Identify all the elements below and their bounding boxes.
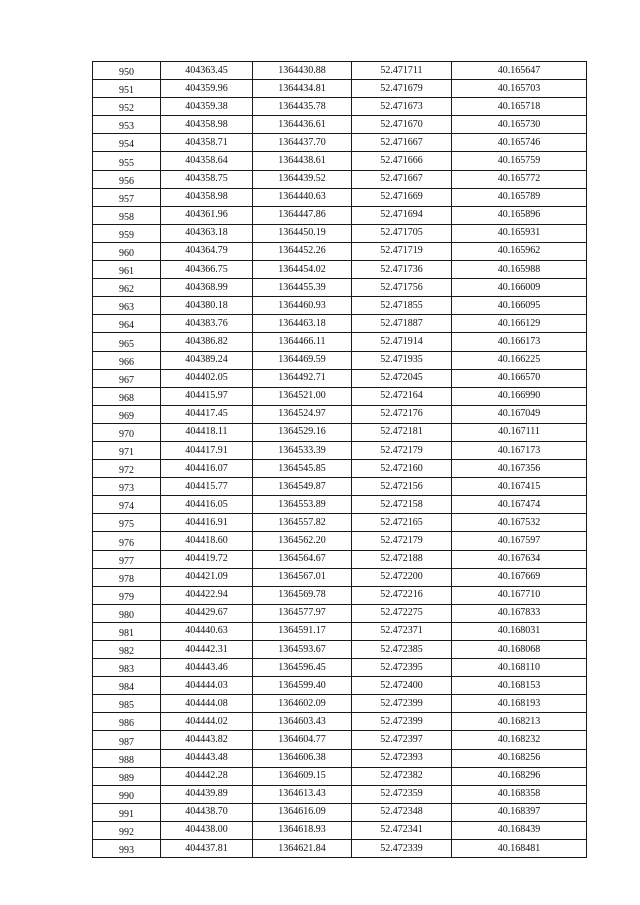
- longitude-cell: 40.165896: [452, 206, 587, 224]
- y-coordinate-cell: 1364463.18: [253, 315, 352, 333]
- longitude-cell: 40.167049: [452, 405, 587, 423]
- latitude-cell: 52.471705: [352, 224, 452, 242]
- y-coordinate-cell: 1364450.19: [253, 224, 352, 242]
- longitude-cell: 40.165759: [452, 152, 587, 170]
- x-coordinate-cell: 404415.77: [161, 478, 253, 496]
- latitude-cell: 52.471673: [352, 98, 452, 116]
- x-coordinate-cell: 404359.96: [161, 80, 253, 98]
- latitude-cell: 52.472045: [352, 369, 452, 387]
- table-row: [93, 351, 587, 369]
- longitude-cell: 40.165730: [452, 116, 587, 134]
- y-coordinate-cell: 1364447.86: [253, 206, 352, 224]
- x-coordinate-cell: 404358.71: [161, 134, 253, 152]
- longitude-cell: 40.168232: [452, 731, 587, 749]
- y-coordinate-cell: 1364591.17: [253, 622, 352, 640]
- point-number-cell: 979: [93, 586, 161, 604]
- x-coordinate-cell: 404364.79: [161, 242, 253, 260]
- point-number-cell: 967: [93, 369, 161, 387]
- point-number-cell: 991: [93, 803, 161, 821]
- x-coordinate-cell: 404359.38: [161, 98, 253, 116]
- point-number-cell: 959: [93, 224, 161, 242]
- x-coordinate-cell: 404416.07: [161, 460, 253, 478]
- y-coordinate-cell: 1364596.45: [253, 659, 352, 677]
- longitude-cell: 40.168296: [452, 767, 587, 785]
- y-coordinate-cell: 1364616.09: [253, 803, 352, 821]
- y-coordinate-cell: 1364460.93: [253, 297, 352, 315]
- longitude-cell: 40.168153: [452, 677, 587, 695]
- latitude-cell: 52.471694: [352, 206, 452, 224]
- point-number-cell: 952: [93, 98, 161, 116]
- longitude-cell: 40.165746: [452, 134, 587, 152]
- point-number-cell: 960: [93, 242, 161, 260]
- longitude-cell: 40.167710: [452, 586, 587, 604]
- table-row: [93, 514, 587, 532]
- latitude-cell: 52.471935: [352, 351, 452, 369]
- table-row: [93, 261, 587, 279]
- x-coordinate-cell: 404380.18: [161, 297, 253, 315]
- x-coordinate-cell: 404418.11: [161, 423, 253, 441]
- latitude-cell: 52.472275: [352, 604, 452, 622]
- table-row: [93, 80, 587, 98]
- point-number-cell: 976: [93, 532, 161, 550]
- y-coordinate-cell: 1364435.78: [253, 98, 352, 116]
- latitude-cell: 52.472399: [352, 695, 452, 713]
- x-coordinate-cell: 404416.91: [161, 514, 253, 532]
- table-row: [93, 369, 587, 387]
- y-coordinate-cell: 1364455.39: [253, 279, 352, 297]
- longitude-cell: 40.165988: [452, 261, 587, 279]
- longitude-cell: 40.167634: [452, 550, 587, 568]
- latitude-cell: 52.472341: [352, 821, 452, 839]
- point-number-cell: 964: [93, 315, 161, 333]
- x-coordinate-cell: 404358.98: [161, 188, 253, 206]
- point-number-cell: 961: [93, 261, 161, 279]
- table-row: [93, 242, 587, 260]
- longitude-cell: 40.168256: [452, 749, 587, 767]
- point-number-cell: 972: [93, 460, 161, 478]
- table-row: [93, 333, 587, 351]
- table-row: [93, 496, 587, 514]
- point-number-cell: 962: [93, 279, 161, 297]
- latitude-cell: 52.471756: [352, 279, 452, 297]
- latitude-cell: 52.472179: [352, 532, 452, 550]
- table-row: [93, 224, 587, 242]
- table-row: [93, 785, 587, 803]
- table-row: [93, 731, 587, 749]
- table-row: [93, 622, 587, 640]
- x-coordinate-cell: 404386.82: [161, 333, 253, 351]
- y-coordinate-cell: 1364549.87: [253, 478, 352, 496]
- point-number-cell: 963: [93, 297, 161, 315]
- y-coordinate-cell: 1364557.82: [253, 514, 352, 532]
- x-coordinate-cell: 404417.45: [161, 405, 253, 423]
- latitude-cell: 52.472188: [352, 550, 452, 568]
- longitude-cell: 40.167415: [452, 478, 587, 496]
- point-number-cell: 971: [93, 441, 161, 459]
- table-row: [93, 659, 587, 677]
- table-row: [93, 441, 587, 459]
- table-row: [93, 188, 587, 206]
- longitude-cell: 40.166570: [452, 369, 587, 387]
- latitude-cell: 52.472176: [352, 405, 452, 423]
- table-row: [93, 478, 587, 496]
- latitude-cell: 52.472382: [352, 767, 452, 785]
- point-number-cell: 986: [93, 713, 161, 731]
- table-row: [93, 62, 587, 80]
- coordinates-table-body: [93, 62, 587, 858]
- table-row: [93, 98, 587, 116]
- latitude-cell: 52.471855: [352, 297, 452, 315]
- longitude-cell: 40.168397: [452, 803, 587, 821]
- latitude-cell: 52.471666: [352, 152, 452, 170]
- latitude-cell: 52.471719: [352, 242, 452, 260]
- latitude-cell: 52.472164: [352, 387, 452, 405]
- point-number-cell: 988: [93, 749, 161, 767]
- point-number-cell: 965: [93, 333, 161, 351]
- y-coordinate-cell: 1364599.40: [253, 677, 352, 695]
- longitude-cell: 40.167173: [452, 441, 587, 459]
- y-coordinate-cell: 1364524.97: [253, 405, 352, 423]
- longitude-cell: 40.165789: [452, 188, 587, 206]
- point-number-cell: 970: [93, 423, 161, 441]
- point-number-cell: 956: [93, 170, 161, 188]
- x-coordinate-cell: 404368.99: [161, 279, 253, 297]
- longitude-cell: 40.166225: [452, 351, 587, 369]
- longitude-cell: 40.167532: [452, 514, 587, 532]
- longitude-cell: 40.167474: [452, 496, 587, 514]
- latitude-cell: 52.471667: [352, 170, 452, 188]
- longitude-cell: 40.166009: [452, 279, 587, 297]
- x-coordinate-cell: 404438.00: [161, 821, 253, 839]
- latitude-cell: 52.472181: [352, 423, 452, 441]
- longitude-cell: 40.166095: [452, 297, 587, 315]
- longitude-cell: 40.165962: [452, 242, 587, 260]
- latitude-cell: 52.472371: [352, 622, 452, 640]
- y-coordinate-cell: 1364621.84: [253, 840, 352, 858]
- y-coordinate-cell: 1364553.89: [253, 496, 352, 514]
- point-number-cell: 969: [93, 405, 161, 423]
- longitude-cell: 40.168068: [452, 641, 587, 659]
- y-coordinate-cell: 1364439.52: [253, 170, 352, 188]
- table-row: [93, 170, 587, 188]
- point-number-cell: 968: [93, 387, 161, 405]
- y-coordinate-cell: 1364440.63: [253, 188, 352, 206]
- table-row: [93, 586, 587, 604]
- longitude-cell: 40.167669: [452, 568, 587, 586]
- latitude-cell: 52.472165: [352, 514, 452, 532]
- y-coordinate-cell: 1364577.97: [253, 604, 352, 622]
- latitude-cell: 52.472385: [352, 641, 452, 659]
- latitude-cell: 52.471914: [352, 333, 452, 351]
- latitude-cell: 52.472200: [352, 568, 452, 586]
- longitude-cell: 40.165647: [452, 62, 587, 80]
- longitude-cell: 40.165718: [452, 98, 587, 116]
- y-coordinate-cell: 1364562.20: [253, 532, 352, 550]
- y-coordinate-cell: 1364452.26: [253, 242, 352, 260]
- y-coordinate-cell: 1364533.39: [253, 441, 352, 459]
- point-number-cell: 966: [93, 351, 161, 369]
- point-number-cell: 978: [93, 568, 161, 586]
- longitude-cell: 40.168193: [452, 695, 587, 713]
- x-coordinate-cell: 404418.60: [161, 532, 253, 550]
- point-number-cell: 993: [93, 840, 161, 858]
- point-number-cell: 950: [93, 62, 161, 80]
- x-coordinate-cell: 404363.45: [161, 62, 253, 80]
- table-row: [93, 279, 587, 297]
- x-coordinate-cell: 404358.98: [161, 116, 253, 134]
- x-coordinate-cell: 404361.96: [161, 206, 253, 224]
- latitude-cell: 52.471679: [352, 80, 452, 98]
- point-number-cell: 984: [93, 677, 161, 695]
- table-row: [93, 550, 587, 568]
- y-coordinate-cell: 1364569.78: [253, 586, 352, 604]
- point-number-cell: 981: [93, 622, 161, 640]
- x-coordinate-cell: 404443.48: [161, 749, 253, 767]
- y-coordinate-cell: 1364430.88: [253, 62, 352, 80]
- x-coordinate-cell: 404417.91: [161, 441, 253, 459]
- x-coordinate-cell: 404416.05: [161, 496, 253, 514]
- table-row: [93, 315, 587, 333]
- table-row: [93, 405, 587, 423]
- x-coordinate-cell: 404383.76: [161, 315, 253, 333]
- latitude-cell: 52.472216: [352, 586, 452, 604]
- x-coordinate-cell: 404442.28: [161, 767, 253, 785]
- y-coordinate-cell: 1364521.00: [253, 387, 352, 405]
- longitude-cell: 40.165703: [452, 80, 587, 98]
- point-number-cell: 951: [93, 80, 161, 98]
- point-number-cell: 973: [93, 478, 161, 496]
- table-row: [93, 460, 587, 478]
- point-number-cell: 989: [93, 767, 161, 785]
- longitude-cell: 40.168439: [452, 821, 587, 839]
- y-coordinate-cell: 1364466.11: [253, 333, 352, 351]
- longitude-cell: 40.167111: [452, 423, 587, 441]
- table-row: [93, 568, 587, 586]
- table-row: [93, 116, 587, 134]
- latitude-cell: 52.472359: [352, 785, 452, 803]
- table-row: [93, 767, 587, 785]
- x-coordinate-cell: 404422.94: [161, 586, 253, 604]
- x-coordinate-cell: 404443.46: [161, 659, 253, 677]
- x-coordinate-cell: 404440.63: [161, 622, 253, 640]
- table-row: [93, 695, 587, 713]
- point-number-cell: 957: [93, 188, 161, 206]
- x-coordinate-cell: 404358.75: [161, 170, 253, 188]
- y-coordinate-cell: 1364593.67: [253, 641, 352, 659]
- latitude-cell: 52.471711: [352, 62, 452, 80]
- table-row: [93, 713, 587, 731]
- x-coordinate-cell: 404444.02: [161, 713, 253, 731]
- point-number-cell: 958: [93, 206, 161, 224]
- longitude-cell: 40.168110: [452, 659, 587, 677]
- point-number-cell: 955: [93, 152, 161, 170]
- longitude-cell: 40.165772: [452, 170, 587, 188]
- y-coordinate-cell: 1364604.77: [253, 731, 352, 749]
- latitude-cell: 52.472348: [352, 803, 452, 821]
- y-coordinate-cell: 1364434.81: [253, 80, 352, 98]
- latitude-cell: 52.472160: [352, 460, 452, 478]
- latitude-cell: 52.471887: [352, 315, 452, 333]
- latitude-cell: 52.471669: [352, 188, 452, 206]
- table-row: [93, 803, 587, 821]
- longitude-cell: 40.168358: [452, 785, 587, 803]
- table-row: [93, 677, 587, 695]
- longitude-cell: 40.166173: [452, 333, 587, 351]
- y-coordinate-cell: 1364564.67: [253, 550, 352, 568]
- y-coordinate-cell: 1364529.16: [253, 423, 352, 441]
- y-coordinate-cell: 1364609.15: [253, 767, 352, 785]
- coordinates-table: [92, 61, 587, 858]
- longitude-cell: 40.167597: [452, 532, 587, 550]
- x-coordinate-cell: 404437.81: [161, 840, 253, 858]
- x-coordinate-cell: 404429.67: [161, 604, 253, 622]
- latitude-cell: 52.472156: [352, 478, 452, 496]
- y-coordinate-cell: 1364567.01: [253, 568, 352, 586]
- x-coordinate-cell: 404444.08: [161, 695, 253, 713]
- table-row: [93, 532, 587, 550]
- table-row: [93, 387, 587, 405]
- latitude-cell: 52.472158: [352, 496, 452, 514]
- x-coordinate-cell: 404363.18: [161, 224, 253, 242]
- table-row: [93, 134, 587, 152]
- y-coordinate-cell: 1364613.43: [253, 785, 352, 803]
- point-number-cell: 953: [93, 116, 161, 134]
- point-number-cell: 985: [93, 695, 161, 713]
- longitude-cell: 40.166990: [452, 387, 587, 405]
- x-coordinate-cell: 404415.97: [161, 387, 253, 405]
- x-coordinate-cell: 404439.89: [161, 785, 253, 803]
- longitude-cell: 40.167833: [452, 604, 587, 622]
- y-coordinate-cell: 1364545.85: [253, 460, 352, 478]
- x-coordinate-cell: 404419.72: [161, 550, 253, 568]
- latitude-cell: 52.472395: [352, 659, 452, 677]
- x-coordinate-cell: 404421.09: [161, 568, 253, 586]
- point-number-cell: 987: [93, 731, 161, 749]
- longitude-cell: 40.166129: [452, 315, 587, 333]
- latitude-cell: 52.472397: [352, 731, 452, 749]
- y-coordinate-cell: 1364454.02: [253, 261, 352, 279]
- x-coordinate-cell: 404389.24: [161, 351, 253, 369]
- x-coordinate-cell: 404358.64: [161, 152, 253, 170]
- point-number-cell: 954: [93, 134, 161, 152]
- longitude-cell: 40.165931: [452, 224, 587, 242]
- latitude-cell: 52.472179: [352, 441, 452, 459]
- point-number-cell: 992: [93, 821, 161, 839]
- longitude-cell: 40.168213: [452, 713, 587, 731]
- table-row: [93, 604, 587, 622]
- x-coordinate-cell: 404442.31: [161, 641, 253, 659]
- latitude-cell: 52.471670: [352, 116, 452, 134]
- table-row: [93, 840, 587, 858]
- point-number-cell: 974: [93, 496, 161, 514]
- table-row: [93, 206, 587, 224]
- y-coordinate-cell: 1364603.43: [253, 713, 352, 731]
- latitude-cell: 52.472339: [352, 840, 452, 858]
- y-coordinate-cell: 1364436.61: [253, 116, 352, 134]
- point-number-cell: 980: [93, 604, 161, 622]
- point-number-cell: 975: [93, 514, 161, 532]
- latitude-cell: 52.472399: [352, 713, 452, 731]
- point-number-cell: 990: [93, 785, 161, 803]
- longitude-cell: 40.168031: [452, 622, 587, 640]
- x-coordinate-cell: 404444.03: [161, 677, 253, 695]
- table-row: [93, 423, 587, 441]
- table-row: [93, 821, 587, 839]
- y-coordinate-cell: 1364602.09: [253, 695, 352, 713]
- table-row: [93, 641, 587, 659]
- x-coordinate-cell: 404443.82: [161, 731, 253, 749]
- latitude-cell: 52.472400: [352, 677, 452, 695]
- latitude-cell: 52.471736: [352, 261, 452, 279]
- y-coordinate-cell: 1364618.93: [253, 821, 352, 839]
- x-coordinate-cell: 404402.05: [161, 369, 253, 387]
- point-number-cell: 982: [93, 641, 161, 659]
- table-row: [93, 152, 587, 170]
- point-number-cell: 983: [93, 659, 161, 677]
- y-coordinate-cell: 1364437.70: [253, 134, 352, 152]
- latitude-cell: 52.472393: [352, 749, 452, 767]
- y-coordinate-cell: 1364438.61: [253, 152, 352, 170]
- point-number-cell: 977: [93, 550, 161, 568]
- y-coordinate-cell: 1364492.71: [253, 369, 352, 387]
- table-row: [93, 297, 587, 315]
- latitude-cell: 52.471667: [352, 134, 452, 152]
- x-coordinate-cell: 404366.75: [161, 261, 253, 279]
- longitude-cell: 40.167356: [452, 460, 587, 478]
- x-coordinate-cell: 404438.70: [161, 803, 253, 821]
- y-coordinate-cell: 1364606.38: [253, 749, 352, 767]
- longitude-cell: 40.168481: [452, 840, 587, 858]
- table-row: [93, 749, 587, 767]
- y-coordinate-cell: 1364469.59: [253, 351, 352, 369]
